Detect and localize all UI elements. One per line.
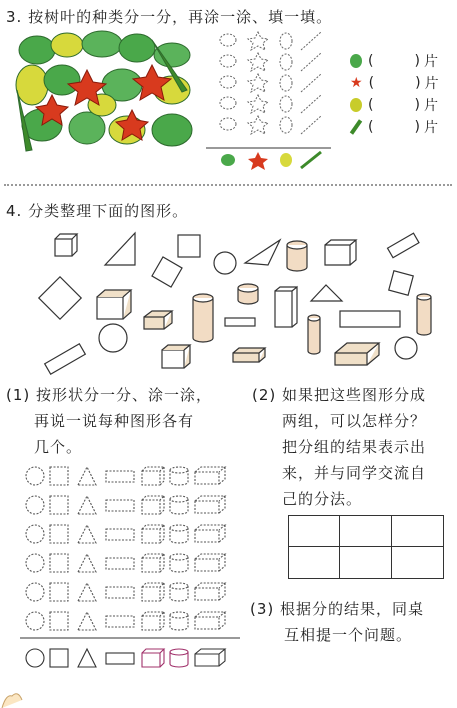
green-leaf-icon (350, 54, 362, 68)
part1-line: 几个。 (34, 438, 83, 456)
table-cell[interactable] (289, 547, 340, 578)
part3-line-text: 根据分的结果，同桌 (280, 600, 425, 618)
paren-open: ( (368, 97, 374, 113)
paren-open: ( (368, 53, 374, 69)
part1-line (6, 382, 246, 408)
part2-line: 来，并与同学交流自 (282, 464, 427, 482)
q4-title: 4. 分类整理下面的图形。 (6, 202, 189, 220)
leaf-outline-grid (206, 28, 336, 178)
part2-text (252, 382, 452, 512)
leaf-count-blanks (350, 50, 450, 138)
unit-label: 片 (424, 76, 439, 92)
part1-line-text: 按形状分一分、涂一涂， (36, 386, 213, 404)
part2-line (252, 382, 452, 408)
shape-count-chart (20, 462, 242, 672)
table-cell[interactable] (392, 516, 443, 547)
table-cell[interactable] (340, 516, 391, 547)
table-cell[interactable] (392, 547, 443, 578)
part2-line: 两组，可以怎样分？ (282, 412, 427, 430)
long-leaf-icon (350, 119, 362, 134)
leaf-cluster-illustration (12, 30, 197, 158)
paren-close: ) (415, 75, 421, 91)
part2-line-text: 如果把这些图形分成 (282, 386, 427, 404)
corner-decoration-icon (0, 690, 24, 708)
paren-close: ) (414, 53, 420, 69)
part3-line: 互相提一个问题。 (284, 626, 413, 644)
blank-row-green (350, 50, 450, 72)
red-star-leaf-icon: ★ (350, 75, 363, 91)
part1-line: 再说一说每种图形各有 (34, 412, 195, 430)
section-divider (4, 184, 452, 186)
shapes-collection (0, 225, 457, 380)
table-cell[interactable] (289, 516, 340, 547)
blank-row-red (350, 72, 450, 94)
part1-number: (1) (6, 386, 31, 404)
paren-open: ( (368, 119, 374, 135)
part2-number: (2) (252, 386, 277, 404)
grouping-table (288, 515, 444, 579)
yellow-leaf-icon (350, 98, 362, 112)
q3-title: 3. 按树叶的种类分一分，再涂一涂、填一填。 (6, 8, 333, 26)
unit-label: 片 (424, 54, 438, 70)
unit-label: 片 (424, 120, 438, 136)
paren-close: ) (414, 97, 420, 113)
paren-open: ( (368, 75, 375, 91)
blank-row-long (350, 116, 450, 138)
table-cell[interactable] (340, 547, 391, 578)
part3-line (250, 596, 454, 622)
paren-close: ) (414, 119, 420, 135)
part3-number: (3) (250, 600, 275, 618)
part3-text (250, 596, 454, 648)
part2-line: 己的分法。 (282, 490, 363, 508)
part2-line: 把分组的结果表示出 (282, 438, 427, 456)
blank-row-yellow (350, 94, 450, 116)
part1-text (6, 382, 246, 460)
unit-label: 片 (424, 98, 438, 114)
